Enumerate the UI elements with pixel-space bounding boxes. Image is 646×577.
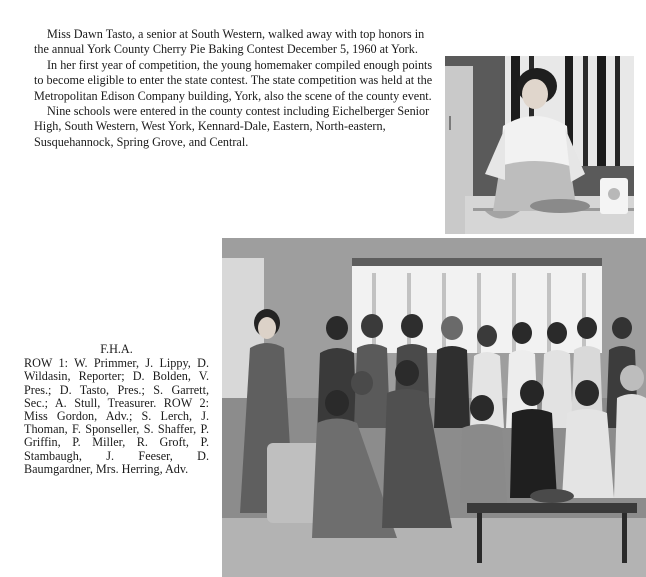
baker-photo (445, 56, 634, 234)
fha-caption (24, 343, 209, 476)
article-text (34, 27, 434, 150)
article-paragraph-3: Nine schools were entered in the county contest including Eichelberger Senior High, South Western, West York, Kennard-Dale, Eastern, North-eastern, Susquehannock, Spring Grove, and Central. (34, 104, 430, 149)
article-paragraph-2: In her first year of competition, the young homemaker compiled enough points to become eligible to enter the state contest. The state competition was held at the Metropolitan Edison Company building, York, also the scene of the county event. (34, 57, 433, 103)
fha-group-photo (222, 238, 646, 577)
caption-body: ROW 1: W. Primmer, J. Lippy, D. Wildasin, Reporter; D. Bolden, V. Pres.; D. Tasto, Pres.; S. Garrett, Sec.; A. Stull, Treasurer. ROW 2: Miss Gordon, Adv.; S. Lerch, J. Thoman, F. Sponseller, S. Shaffer, P. Griffin, P. Miller, R. Groft, P. Stambaugh, J. Feeser, D. Baumgardner, Mrs. Herring, Adv. (24, 356, 209, 476)
caption-heading: F.H.A. (100, 342, 133, 356)
fha-group-photo-image (222, 238, 646, 577)
baker-photo-image (445, 56, 634, 234)
article-paragraph-1: Miss Dawn Tasto, a senior at South Western, walked away with top honors in the annual York County Cherry Pie Baking Contest December 5, 1960 at York. (34, 27, 425, 57)
pie-plate (530, 199, 590, 213)
